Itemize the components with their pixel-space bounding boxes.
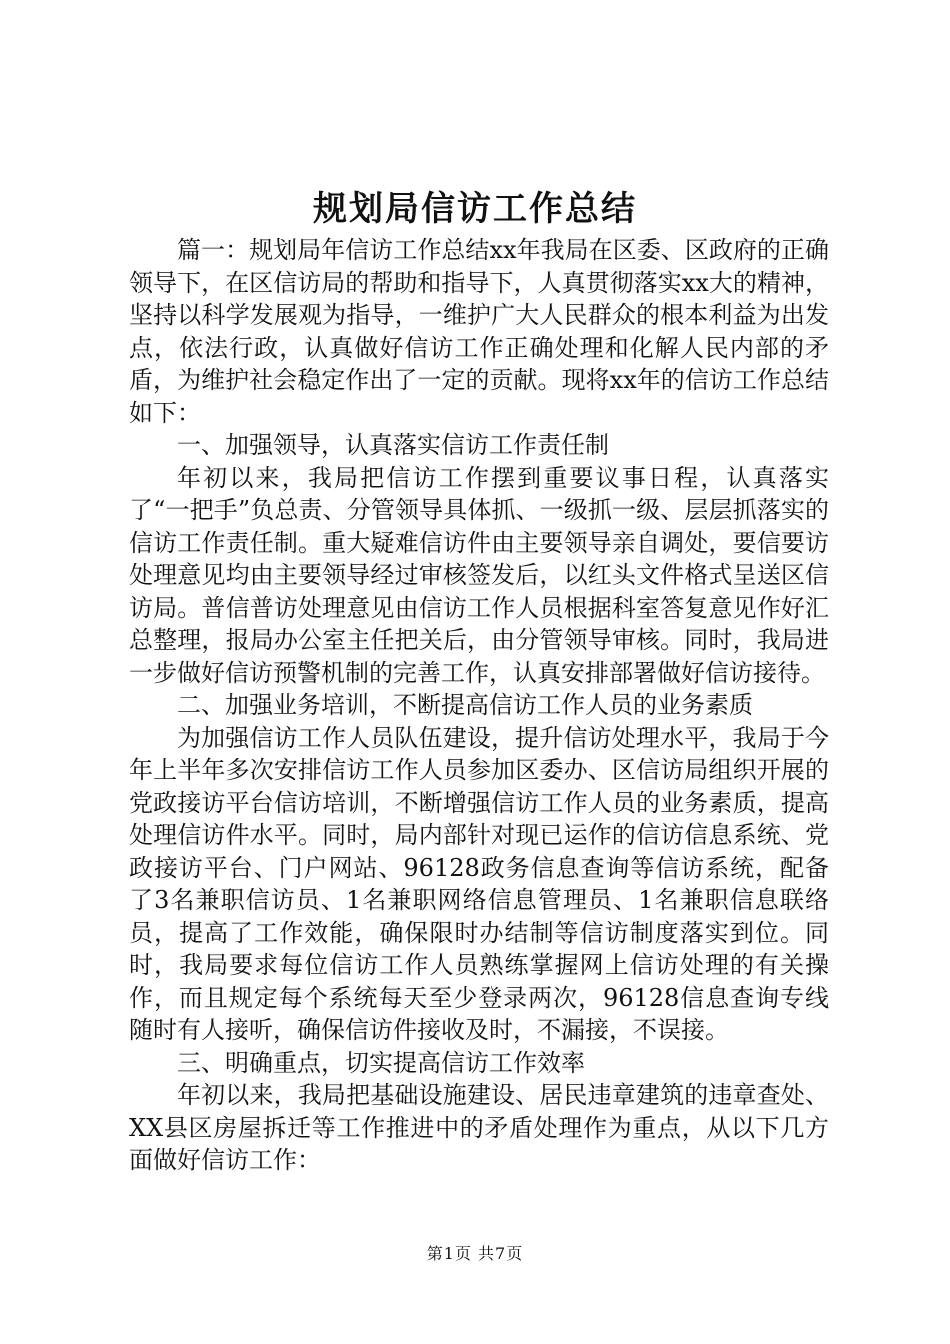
section-heading-2: 二、加强业务培训，不断提高信访工作人员的业务素质 bbox=[177, 691, 753, 719]
paragraph-section-2: 为加强信访工作人员队伍建设，提升信访处理水平，我局于今年上半年多次安排信访工作人员参加区委办、区信访局组织开展的党政接访平台信访培训，不断增强信访工作人员的业务素质，提高处理信访件水平。同时，局内部针对现已运作的信访信息系统、党政接访平台、门户网站、96128政务信息查询等信访系统，配备了3名兼职信访员、1名兼职网络信息管理员、1名兼职信息联络员，提高了工作效能，确保限时办结制等信访制度落实到位。同时，我局要求每位信访工作人员熟练掌握网上信访处理的有关操作，而且规定每个系统每天至少登录两次，96128信息查询专线随时有人接听，确保信访件接收及时，不漏接，不误接。 bbox=[129, 723, 829, 1044]
section-heading-3: 三、明确重点，切实提高信访工作效率 bbox=[177, 1048, 585, 1077]
paragraph-section-3: 年初以来，我局把基础设施建设、居民违章建筑的违章查处、XX县区房屋拆迁等工作推进中的矛盾处理作为重点，从以下几方面做好信访工作： bbox=[129, 1081, 829, 1174]
document-body bbox=[129, 234, 829, 1177]
document-title: 规划局信访工作总结 bbox=[313, 189, 637, 229]
paragraph-intro: 篇一：规划局年信访工作总结xx年我局在区委、区政府的正确领导下，在区信访局的帮助和指导下，人真贯彻落实xx大的精神，坚持以科学发展观为指导，一维护广大人民群众的根本利益为出发点，依法行政，认真做好信访工作正确处理和化解人民内部的矛盾，为维护社会稳定作出了一定的贡献。现将xx年的信访工作总结如下： bbox=[129, 236, 829, 427]
section-heading-1: 一、加强领导，认真落实信访工作责任制 bbox=[177, 431, 609, 459]
paragraph-section-1: 年初以来，我局把信访工作摆到重要议事日程，认真落实了“一把手”负总责、分管领导具体抓、一级抓一级、层层抓落实的信访工作责任制。重大疑难信访件由主要领导亲自调处，要信要访处理意见均由主要领导经过审核签发后，以红头文件格式呈送区信访局。普信普访处理意见由信访工作人员根据科室答复意见作好汇总整理，报局办公室主任把关后，由分管领导审核。同时，我局进一步做好信访预警机制的完善工作，认真安排部署做好信访接待。 bbox=[129, 463, 829, 687]
page-footer: 第1页 共7页 bbox=[426, 1244, 524, 1263]
